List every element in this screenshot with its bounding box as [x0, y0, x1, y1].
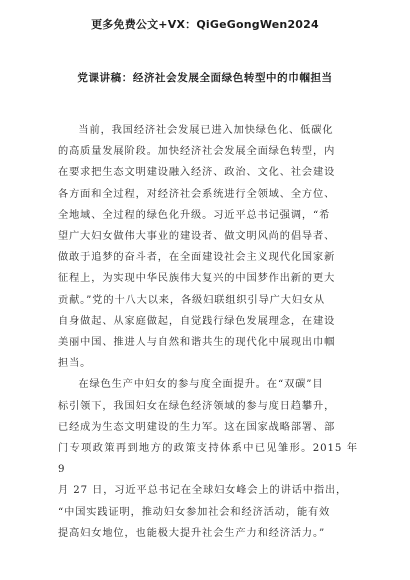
text-line: 在绿色生产中妇女的参与度全面提升。在“双碳”目 [78, 379, 324, 391]
text-line: 征程上，为实现中华民族伟大复兴的中国梦作出新的更大 [58, 273, 336, 285]
text-line: 提高妇女地位，也能极大提升社会生产力和经济活力。” [58, 527, 326, 539]
text-line: “中国实践证明，推动妇女参加社会和经济活动，能有效 [58, 506, 331, 518]
text-line: 标引领下，我国妇女在绿色经济领域的参与度日趋攀升， [58, 400, 336, 412]
text-line: 贡献。”党的十八大以来，各级妇联组织引导广大妇女从 [58, 294, 326, 306]
text-line: 各方面和全过程，对经济社会系统进行全领域、全方位、 [58, 188, 336, 200]
text-line: 美丽中国、推进人与自然和谐共生的现代化中展现出巾帼 [58, 337, 336, 349]
document-body [58, 120, 358, 544]
text-line: 门专项政策再到地方的政策支持体系中已见雏形。2015 年 9 [58, 443, 358, 476]
text-line: 的高质量发展阶段。加快经济社会发展全面绿色转型，内 [58, 146, 336, 158]
paragraph-1 [58, 120, 358, 374]
text-line: 已经成为生态文明建设的生力军。这在国家战略部署、部 [58, 421, 336, 433]
text-line: 月 27 日，习近平总书记在全球妇女峰会上的讲话中指出， [58, 485, 348, 497]
document-title: 党课讲稿：经济社会发展全面绿色转型中的巾帼担当 [77, 72, 333, 84]
text-line: 做敢于追梦的奋斗者，在全面建设社会主义现代化国家新 [58, 252, 336, 264]
text-line: 全地域、全过程的绿色化升级。习近平总书记强调，“希 [58, 209, 331, 221]
text-line: 自身做起、从家庭做起，自觉践行绿色发展理念，在建设 [58, 315, 336, 327]
paragraph-2 [58, 374, 358, 544]
text-line: 望广大妇女做伟大事业的建设者、做文明风尚的倡导者、 [58, 231, 336, 243]
text-line: 当前，我国经济社会发展已进入加快绿色化、低碳化 [78, 125, 334, 136]
text-line: 担当。 [58, 358, 92, 370]
header-promo-text: 更多免费公文+VX：QiGeGongWen2024 [91, 18, 319, 31]
text-line: 在要求把生态文明建设融入经济、政治、文化、社会建设 [58, 167, 336, 179]
